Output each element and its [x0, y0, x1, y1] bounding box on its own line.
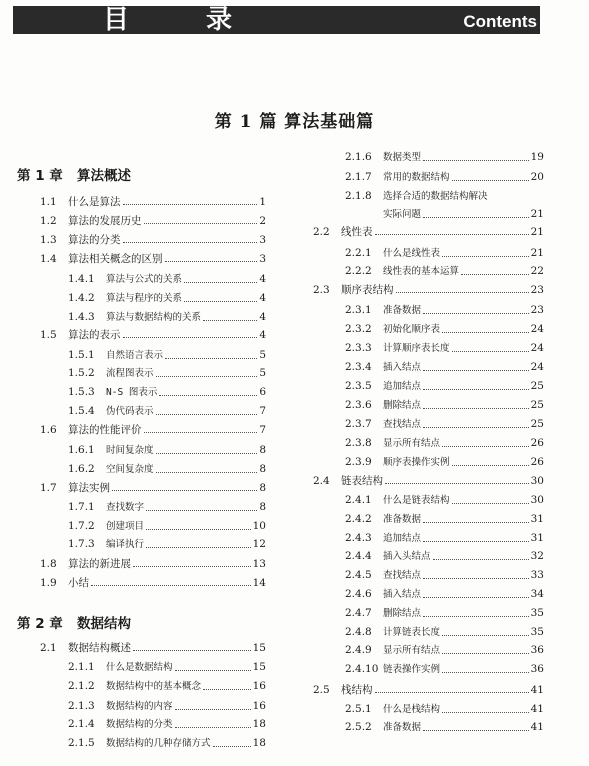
- toc-chapter-heading[interactable]: [17, 164, 131, 184]
- toc-subsection-entry[interactable]: [345, 322, 544, 337]
- toc-subsection-entry[interactable]: [68, 385, 266, 400]
- dot-leader: [133, 649, 251, 651]
- toc-subsection-entry[interactable]: [68, 736, 266, 751]
- entry-number: 1.4.2: [68, 292, 95, 304]
- entry-number: 1.9: [40, 577, 57, 589]
- entry-number: 2.2.1: [345, 247, 372, 259]
- entry-title: 准备数据: [383, 514, 422, 525]
- toc-subsection-entry[interactable]: [345, 702, 544, 717]
- entry-title: 什么是栈结构: [383, 704, 441, 715]
- entry-number: 1.7.1: [68, 501, 95, 513]
- entry-number: 2.4.6: [345, 588, 372, 600]
- entry-number: 2.1.6: [345, 151, 372, 163]
- dot-leader: [175, 669, 251, 671]
- toc-subsection-entry[interactable]: [68, 660, 266, 675]
- entry-number: 2.4.5: [345, 569, 372, 581]
- dot-leader: [423, 596, 529, 598]
- toc-subsection-entry[interactable]: [68, 679, 266, 694]
- entry-title: 显示所有结点: [383, 645, 441, 656]
- entry-number: 1.5.1: [68, 349, 95, 361]
- entry-page-number: 35: [530, 626, 544, 638]
- entry-title: 算法相关概念的区别: [68, 253, 163, 265]
- entry-page-number: 5: [259, 367, 266, 379]
- entry-title: 准备数据: [383, 722, 422, 733]
- dot-leader: [165, 357, 257, 359]
- toc-section-entry[interactable]: [40, 233, 266, 247]
- toc-subsection-entry[interactable]: [345, 606, 544, 621]
- toc-subsection-entry[interactable]: [68, 500, 266, 515]
- entry-title: 插入结点: [383, 362, 422, 373]
- dot-leader: [452, 179, 529, 181]
- toc-section-entry[interactable]: [40, 328, 266, 342]
- entry-number: 2.3.1: [345, 304, 372, 316]
- toc-subsection-entry[interactable]: [345, 549, 544, 564]
- toc-subsection-entry[interactable]: [345, 643, 544, 658]
- entry-number: 2.1.8: [345, 190, 372, 202]
- entry-page-number: 15: [252, 661, 266, 673]
- entry-title: 算法与程序的关系: [106, 293, 183, 304]
- dot-leader: [156, 452, 258, 454]
- contents-subtitle: Contents: [463, 12, 537, 31]
- entry-page-number: 7: [259, 405, 266, 417]
- entry-title: 数据结构中的基本概念: [106, 681, 202, 692]
- entry-number: 1.6: [40, 424, 57, 436]
- entry-title: 链表结构: [341, 475, 383, 487]
- entry-number: 2.3.7: [345, 418, 372, 430]
- entry-title: 准备数据: [383, 305, 422, 316]
- toc-subsection-entry[interactable]: [345, 341, 544, 356]
- entry-title: 数据结构的几种存储方式: [106, 738, 211, 749]
- entry-title: 数据结构概述: [68, 642, 131, 654]
- entry-title: 数据类型: [383, 152, 422, 163]
- dot-leader: [442, 634, 529, 636]
- entry-number: 2.1.5: [68, 737, 95, 749]
- entry-page-number: 30: [530, 475, 544, 487]
- dot-leader: [442, 671, 529, 673]
- entry-page-number: 4: [259, 273, 266, 285]
- toc-subsection-entry[interactable]: [68, 272, 266, 287]
- dot-leader: [146, 528, 251, 530]
- toc-section-entry[interactable]: [40, 214, 266, 228]
- toc-entry-continued[interactable]: [383, 207, 544, 222]
- toc-section-entry[interactable]: [40, 195, 266, 209]
- entry-number: 2.1.2: [68, 680, 95, 692]
- dot-leader: [123, 203, 258, 205]
- entry-title-continued: 实际问题: [383, 209, 422, 220]
- entry-number: 1.8: [40, 558, 57, 570]
- entry-page-number: 5: [259, 349, 266, 361]
- entry-number: 1.5.4: [68, 405, 95, 417]
- entry-title: 删除结点: [383, 400, 422, 411]
- entry-title: 算法的发展历史: [68, 215, 142, 227]
- toc-subsection-entry[interactable]: [68, 366, 266, 381]
- dot-leader: [184, 281, 257, 283]
- entry-number: 2.4.10: [345, 663, 379, 675]
- entry-number: 2.3.5: [345, 380, 372, 392]
- entry-number: 2.4.3: [345, 532, 372, 544]
- entry-page-number: 21: [530, 208, 544, 220]
- dot-leader: [452, 502, 529, 504]
- entry-title: 追加结点: [383, 533, 422, 544]
- entry-number: 2.3.4: [345, 361, 372, 373]
- toc-subsection-entry[interactable]: [345, 512, 544, 527]
- contents-title: 目 录: [103, 5, 267, 35]
- entry-title: 算法的表示: [68, 329, 121, 341]
- entry-page-number: 41: [530, 684, 544, 696]
- entry-title: 计算链表长度: [383, 627, 441, 638]
- toc-subsection-entry[interactable]: [345, 417, 544, 432]
- chapter-title: 数据结构: [77, 616, 131, 632]
- entry-number: 2.3.8: [345, 437, 372, 449]
- dot-leader: [452, 350, 529, 352]
- dot-leader: [442, 652, 529, 654]
- dot-leader: [423, 312, 529, 314]
- entry-title: N-S 图表示: [106, 387, 158, 398]
- entry-page-number: 31: [530, 513, 544, 525]
- dot-leader: [184, 300, 257, 302]
- entry-number: 2.3: [313, 284, 330, 296]
- toc-chapter-heading[interactable]: [17, 612, 131, 632]
- entry-page-number: 24: [530, 323, 544, 335]
- entry-number: 2.2: [313, 226, 330, 238]
- entry-title: 什么是算法: [68, 196, 121, 208]
- entry-number: 2.4.7: [345, 607, 372, 619]
- entry-page-number: 21: [530, 247, 544, 259]
- dot-leader: [423, 216, 529, 218]
- entry-title: 删除结点: [383, 608, 422, 619]
- entry-title: 查找结点: [383, 570, 422, 581]
- toc-subsection-entry[interactable]: [345, 303, 544, 318]
- entry-number: 1.5.2: [68, 367, 95, 379]
- dot-leader: [144, 222, 258, 224]
- entry-number: 2.4.9: [345, 644, 372, 656]
- dot-leader: [159, 394, 257, 396]
- toc-subsection-entry[interactable]: [345, 720, 544, 735]
- dot-leader: [423, 159, 529, 161]
- entry-page-number: 23: [530, 304, 544, 316]
- entry-page-number: 12: [252, 538, 266, 550]
- entry-page-number: 8: [259, 482, 266, 494]
- entry-title: 小结: [68, 577, 89, 589]
- toc-subsection-entry[interactable]: [68, 519, 266, 534]
- toc-section-entry[interactable]: [40, 423, 266, 437]
- entry-page-number: 26: [530, 456, 544, 468]
- entry-page-number: 24: [530, 342, 544, 354]
- dot-leader: [123, 241, 258, 243]
- dot-leader: [175, 726, 251, 728]
- dot-leader: [156, 471, 258, 473]
- entry-number: 2.3.9: [345, 456, 372, 468]
- entry-title: 算法实例: [68, 482, 110, 494]
- entry-title: 时间复杂度: [106, 445, 154, 456]
- dot-leader: [133, 565, 251, 567]
- dot-leader: [433, 558, 529, 560]
- entry-page-number: 8: [259, 444, 266, 456]
- entry-title: 流程图表示: [106, 368, 154, 379]
- entry-number: 2.1.3: [68, 700, 95, 712]
- entry-number: 1.4: [40, 253, 57, 265]
- entry-number: 2.4.4: [345, 550, 372, 562]
- toc-section-entry[interactable]: [40, 641, 266, 655]
- toc-section-entry[interactable]: [313, 225, 544, 239]
- entry-title: 追加结点: [383, 381, 422, 392]
- toc-subsection-entry[interactable]: [68, 443, 266, 458]
- entry-number: 1.7: [40, 482, 57, 494]
- entry-number: 2.3.6: [345, 399, 372, 411]
- entry-page-number: 20: [530, 171, 544, 183]
- entry-number: 2.1.1: [68, 661, 95, 673]
- dot-leader: [442, 711, 529, 713]
- entry-page-number: 30: [530, 494, 544, 506]
- toc-subsection-entry[interactable]: [345, 150, 544, 165]
- entry-number: 2.1.4: [68, 718, 95, 730]
- entry-page-number: 4: [259, 311, 266, 323]
- entry-title: 线性表的基本运算: [383, 266, 460, 277]
- entry-title: 数据结构的分类: [106, 719, 173, 730]
- dot-leader: [203, 688, 251, 690]
- entry-page-number: 36: [530, 644, 544, 656]
- entry-page-number: 1: [259, 196, 266, 208]
- dot-leader: [213, 745, 251, 747]
- entry-page-number: 10: [252, 520, 266, 532]
- entry-title: 空间复杂度: [106, 464, 154, 475]
- entry-page-number: 23: [530, 284, 544, 296]
- toc-subsection-entry[interactable]: [345, 398, 544, 413]
- entry-page-number: 15: [252, 642, 266, 654]
- entry-number: 2.5: [313, 684, 330, 696]
- dot-leader: [452, 464, 529, 466]
- dot-leader: [146, 546, 251, 548]
- entry-page-number: 4: [259, 292, 266, 304]
- dot-leader: [165, 260, 258, 262]
- dot-leader: [423, 577, 529, 579]
- entry-title: 算法的性能评价: [68, 424, 142, 436]
- toc-subsection-entry[interactable]: [345, 360, 544, 375]
- entry-page-number: 25: [530, 418, 544, 430]
- toc-subsection-entry[interactable]: [68, 717, 266, 732]
- entry-page-number: 8: [259, 501, 266, 513]
- toc-subsection-entry[interactable]: [345, 170, 544, 185]
- entry-number: 2.1.7: [345, 171, 372, 183]
- toc-entry[interactable]: [345, 189, 488, 204]
- entry-title: 选择合适的数据结构解决: [383, 191, 488, 202]
- entry-page-number: 31: [530, 532, 544, 544]
- toc-section-entry[interactable]: [313, 283, 544, 297]
- entry-number: 1.5: [40, 329, 57, 341]
- dot-leader: [461, 273, 529, 275]
- toc-subsection-entry[interactable]: [68, 462, 266, 477]
- dot-leader: [156, 375, 258, 377]
- entry-title: 算法与数据结构的关系: [106, 312, 202, 323]
- entry-title: 顺序表结构: [341, 284, 394, 296]
- dot-leader: [423, 369, 529, 371]
- entry-page-number: 41: [530, 703, 544, 715]
- dot-leader: [423, 615, 529, 617]
- entry-number: 2.4.2: [345, 513, 372, 525]
- entry-number: 1.5.3: [68, 386, 95, 398]
- entry-page-number: 16: [252, 700, 266, 712]
- toc-subsection-entry[interactable]: [68, 291, 266, 306]
- entry-title: 自然语言表示: [106, 350, 164, 361]
- toc-subsection-entry[interactable]: [345, 379, 544, 394]
- entry-title: 计算顺序表长度: [383, 343, 450, 354]
- toc-subsection-entry[interactable]: [345, 662, 544, 677]
- entry-number: 2.1: [40, 642, 57, 654]
- chapter-label: 第 2 章: [17, 616, 63, 632]
- entry-title: 查找结点: [383, 419, 422, 430]
- entry-page-number: 16: [252, 680, 266, 692]
- dot-leader: [91, 584, 251, 586]
- entry-page-number: 4: [259, 329, 266, 341]
- entry-page-number: 26: [530, 437, 544, 449]
- entry-number: 2.4.1: [345, 494, 372, 506]
- entry-number: 1.7.2: [68, 520, 95, 532]
- entry-number: 2.2.2: [345, 265, 372, 277]
- entry-page-number: 33: [530, 569, 544, 581]
- toc-subsection-entry[interactable]: [68, 537, 266, 552]
- toc-section-entry[interactable]: [40, 252, 266, 266]
- entry-page-number: 13: [252, 558, 266, 570]
- dot-leader: [423, 729, 529, 731]
- entry-page-number: 24: [530, 361, 544, 373]
- entry-title: 伪代码表示: [106, 406, 154, 417]
- entry-number: 2.3.3: [345, 342, 372, 354]
- entry-title: 线性表: [341, 226, 373, 238]
- toc-subsection-entry[interactable]: [345, 455, 544, 470]
- dot-leader: [423, 426, 529, 428]
- entry-page-number: 25: [530, 380, 544, 392]
- toc-subsection-entry[interactable]: [68, 310, 266, 325]
- entry-page-number: 22: [530, 265, 544, 277]
- entry-page-number: 25: [530, 399, 544, 411]
- dot-leader: [396, 291, 529, 293]
- entry-title: 什么是链表结构: [383, 495, 450, 506]
- dot-leader: [442, 445, 529, 447]
- entry-title: 显示所有结点: [383, 438, 441, 449]
- entry-title: 什么是数据结构: [106, 662, 173, 673]
- entry-number: 2.4: [313, 475, 330, 487]
- entry-title: 创建项目: [106, 521, 145, 532]
- entry-number: 2.5.2: [345, 721, 372, 733]
- toc-subsection-entry[interactable]: [68, 348, 266, 363]
- toc-subsection-entry[interactable]: [68, 404, 266, 419]
- entry-page-number: 3: [259, 234, 266, 246]
- toc-subsection-entry[interactable]: [345, 246, 544, 261]
- entry-title: 常用的数据结构: [383, 172, 450, 183]
- entry-page-number: 32: [530, 550, 544, 562]
- entry-page-number: 7: [259, 424, 266, 436]
- entry-number: 2.4.8: [345, 626, 372, 638]
- dot-leader: [156, 413, 258, 415]
- entry-number: 1.4.3: [68, 311, 95, 323]
- dot-leader: [423, 407, 529, 409]
- entry-number: 1.1: [40, 196, 57, 208]
- entry-page-number: 18: [252, 718, 266, 730]
- entry-title: 初始化顺序表: [383, 324, 441, 335]
- chapter-title: 算法概述: [77, 168, 131, 184]
- entry-page-number: 35: [530, 607, 544, 619]
- dot-leader: [442, 255, 529, 257]
- entry-number: 1.7.3: [68, 538, 95, 550]
- entry-page-number: 18: [252, 737, 266, 749]
- entry-title: 插入头结点: [383, 551, 431, 562]
- entry-title: 栈结构: [341, 684, 373, 696]
- entry-title: 链表操作实例: [383, 664, 441, 675]
- toc-section-entry[interactable]: [40, 557, 266, 571]
- entry-page-number: 6: [259, 386, 266, 398]
- dot-leader: [442, 331, 529, 333]
- toc-section-entry[interactable]: [40, 576, 266, 590]
- toc-section-entry[interactable]: [313, 683, 544, 697]
- entry-title: 编译执行: [106, 539, 145, 550]
- dot-leader: [203, 319, 257, 321]
- toc-section-entry[interactable]: [40, 481, 266, 495]
- entry-number: 2.5.1: [345, 703, 372, 715]
- contents-banner: [13, 6, 540, 34]
- entry-title: 算法与公式的关系: [106, 274, 183, 285]
- entry-title: 数据结构的内容: [106, 701, 173, 712]
- entry-number: 1.3: [40, 234, 57, 246]
- entry-title: 算法的新进展: [68, 558, 131, 570]
- entry-title: 插入结点: [383, 589, 422, 600]
- entry-page-number: 2: [259, 215, 266, 227]
- entry-number: 1.6.1: [68, 444, 95, 456]
- toc-section-entry[interactable]: [313, 474, 544, 488]
- entry-page-number: 8: [259, 463, 266, 475]
- entry-page-number: 34: [530, 588, 544, 600]
- entry-number: 1.2: [40, 215, 57, 227]
- dot-leader: [175, 708, 251, 710]
- toc-subsection-entry[interactable]: [345, 436, 544, 451]
- dot-leader: [423, 388, 529, 390]
- dot-leader: [423, 521, 529, 523]
- dot-leader: [375, 233, 529, 235]
- dot-leader: [375, 691, 529, 693]
- dot-leader: [123, 336, 258, 338]
- dot-leader: [423, 540, 529, 542]
- toc-subsection-entry[interactable]: [345, 625, 544, 640]
- entry-page-number: 3: [259, 253, 266, 265]
- entry-title: 顺序表操作实例: [383, 457, 450, 468]
- entry-page-number: 41: [530, 721, 544, 733]
- entry-title: 查找数字: [106, 502, 145, 513]
- entry-number: 1.6.2: [68, 463, 95, 475]
- dot-leader: [146, 509, 257, 511]
- toc-subsection-entry[interactable]: [345, 493, 544, 508]
- dot-leader: [385, 482, 529, 484]
- chapter-label: 第 1 章: [17, 168, 63, 184]
- dot-leader: [144, 431, 258, 433]
- dot-leader: [112, 489, 257, 491]
- toc-subsection-entry[interactable]: [345, 531, 544, 546]
- toc-subsection-entry[interactable]: [345, 568, 544, 583]
- entry-page-number: 14: [252, 577, 266, 589]
- toc-subsection-entry[interactable]: [345, 264, 544, 279]
- part-title: 第 1 篇 算法基础篇: [214, 112, 375, 132]
- entry-title: 什么是线性表: [383, 248, 441, 259]
- toc-subsection-entry[interactable]: [345, 587, 544, 602]
- toc-subsection-entry[interactable]: [68, 699, 266, 714]
- entry-page-number: 21: [530, 226, 544, 238]
- entry-number: 1.4.1: [68, 273, 95, 285]
- entry-title: 算法的分类: [68, 234, 121, 246]
- entry-page-number: 36: [530, 663, 544, 675]
- entry-page-number: 19: [530, 151, 544, 163]
- entry-number: 2.3.2: [345, 323, 372, 335]
